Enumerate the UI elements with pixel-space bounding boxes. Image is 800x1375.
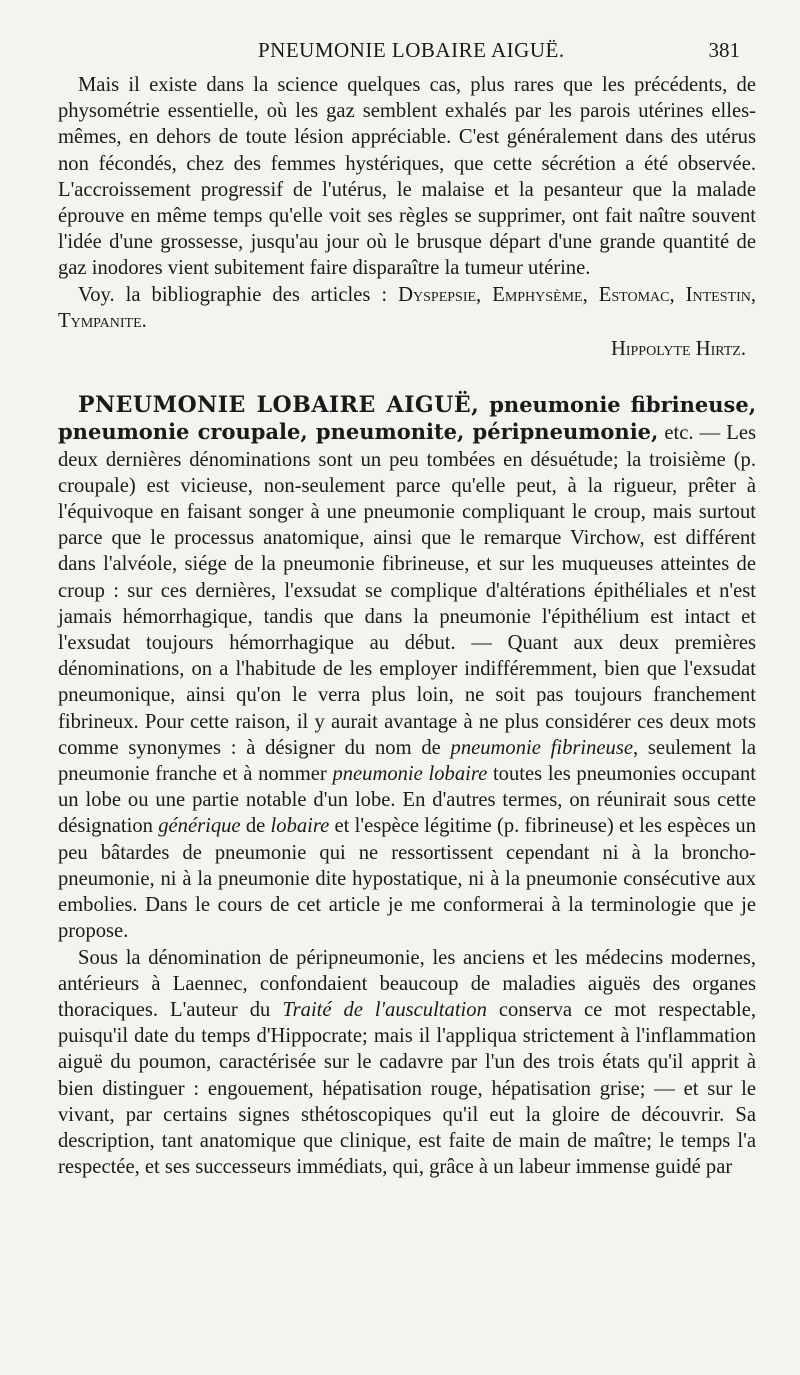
page-number: 381 (708, 38, 740, 62)
paragraph-text: conserva ce mot respectable, puisqu'il date du temps d'Hippocrate; mais il l'appliqua strictement à l'inflammation aiguë du poumon, caractérisée sur le cadavre par l'un des trois états qu'il apprit à bien distinguer : engouement, hépatisation rouge, hépatisation grise; — et sur le vivant, par certains signes sthétoscopiques qu'il eut la gloire de découvrir. Sa description, tant anatomique que clinique, est faite de main de maître; le temps l'a respectée, et ses successeurs immédiats, qui, grâce à un labeur immense guidé par (58, 998, 757, 1179)
running-title: PNEUMONIE LOBAIRE AIGUË. (258, 38, 565, 62)
bibliography-refs: Dyspepsie, Emphysème, Estomac, Intestin, Tympanite (58, 283, 756, 332)
entry-text: toutes les pneumonies occupant un lobe ou une partie notable d'un lobe. En d'autres termes, on réunirait sous cette désignation (58, 763, 756, 838)
bibliography-lead: Voy. la bibliographie des articles : (78, 283, 399, 306)
entry-text: etc. — Les deux dernières dénominations sont un peu tombées en désuétude; la troisième (p. croupale) est vicieuse, non-seulement parce qu'elle peut, à la rigueur, prêter à l'équivoque en faisant songer à une pneumonie compliquant le croup, mais surtout parce que le processus anatomique, ainsi que le remarque Virchow, est différent dans l'alvéole, siége de la pneumonie fibrineuse, et sur les muqueuses atteintes de croup : sur ces dernières, l'exsudat se complique d'altérations épithéliales et n'est jamais hémorrhagique, tandis que dans la pneumonie l'épithélium est intact et l'exsudat toujours hémorrhagique au début. — Quant aux deux premières dénominations, on a l'habitude de les employer indifféremment, bien que l'exsudat pneumonique, ainsi qu'on le verra plus loin, ne soit pas toujours franchement fibrineux. Pour cette raison, il y aurait avantage à ne plus considérer ces deux mots comme synonymes : à désigner du nom de (58, 422, 756, 759)
bibliography-end: . (141, 309, 147, 332)
bibliography-note (58, 282, 756, 334)
entry-italic-term: générique (158, 815, 241, 838)
paragraph-text: Sous la dénomination de péripneumonie, les anciens et les médecins modernes, antérieurs à Laennec, confondaient beaucoup de maladies aiguës des organes thoraciques. L'auteur du (58, 946, 756, 1021)
entry-italic-term: pneumonie fibrineuse (450, 736, 634, 759)
paragraph-peripneumonie (58, 945, 756, 1181)
entry-synonyms: pneumonie fibrineuse, pneumonie croupale, pneumonite, péripneumonie, (58, 392, 756, 445)
book-title-italic: Traité de l'auscultation (282, 998, 487, 1021)
entry-italic-term: pneumonie lobaire (332, 763, 488, 786)
paragraph-physometrie: Mais il existe dans la science quelques cas, plus rares que les précédents, de physométrie essentielle, où les gaz semblent exhalés par les parois utérines elles-mêmes, en dehors de toute lésion appréciable. C'est généralement dans des utérus non fécondés, chez des femmes hystériques, que cette sécrétion a été observée. L'accroissement progressif de l'utérus, le malaise et la pesanteur que la malade éprouve en même temps qu'elle voit ses règles se supprimer, ont fait naître souvent l'idée d'une grossesse, jusqu'au jour où le brusque départ d'une grande quantité de gaz inodores vient subitement faire disparaître la tumeur utérine. (58, 74, 756, 280)
entry-italic-term: lobaire (270, 815, 330, 838)
entry-headword: PNEUMONIE LOBAIRE AIGUË, (78, 392, 480, 419)
running-head (58, 38, 752, 68)
author-signature: Hippolyte Hirtz. (610, 338, 746, 361)
entry-text: de (240, 815, 271, 838)
entry-pneumonie-lobaire (58, 392, 756, 944)
entry-text: , seulement la pneumonie franche et à nommer (58, 736, 757, 786)
entry-text: et l'espèce légitime (p. fibrineuse) et les espèces un peu bâtardes de pneumonie qui ne ressortissent cependant ni à la broncho-pneumonie, ni à la pneumonie dite hypostatique, ni à la pneumonie consécutive aux embolies. Dans le cours de cet article je me conformerai à la terminologie que je propose. (58, 815, 757, 943)
body-text (58, 72, 756, 1180)
